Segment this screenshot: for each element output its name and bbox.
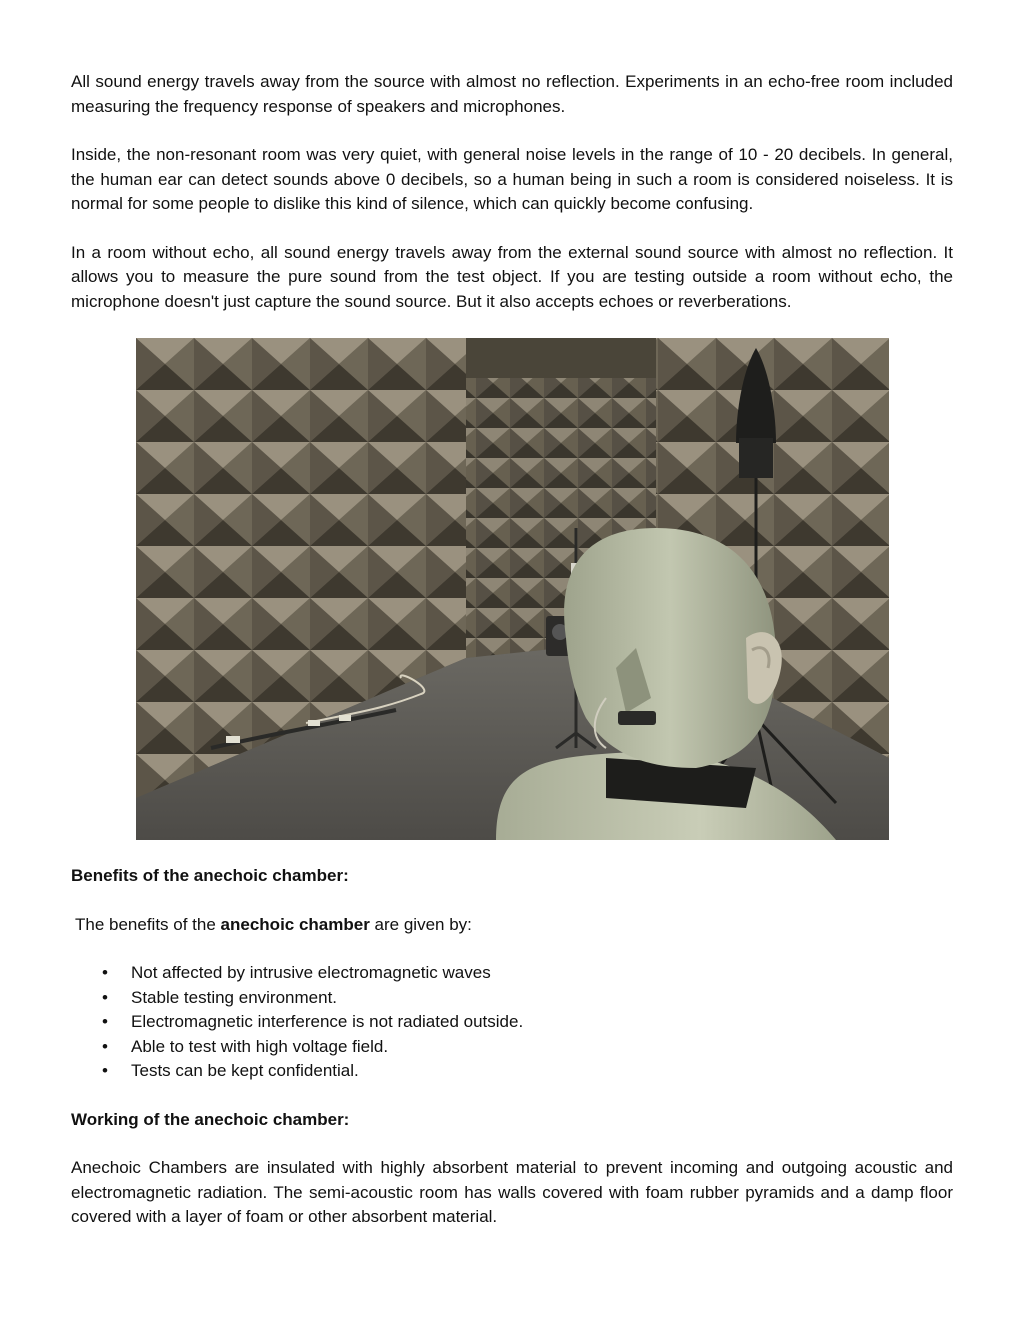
benefits-intro-suffix: are given by: bbox=[369, 914, 472, 934]
paragraph-noise-levels: Inside, the non-resonant room was very quiet, with general noise levels in the range of 10 - 20 decibels. In general, the human ear can detect sounds above 0 decibels, so a human being in such a room is considered noiseless. It is normal for some people to dislike this kind of silence, which can quickly become confusing. bbox=[71, 145, 953, 213]
bullet-icon: • bbox=[102, 987, 108, 1007]
paragraph-intro: All sound energy travels away from the source with almost no reflection. Experiments in an echo-free room included measuring the frequency response of speakers and microphones. bbox=[71, 72, 953, 116]
working-heading: Working of the anechoic chamber: bbox=[71, 1109, 350, 1129]
list-item bbox=[102, 986, 953, 1011]
list-item-text: Not affected by intrusive electromagnetic waves bbox=[131, 963, 491, 982]
bullet-icon: • bbox=[102, 1012, 108, 1031]
document-body bbox=[71, 70, 953, 1230]
bullet-icon: • bbox=[102, 1061, 108, 1080]
list-item-text: Electromagnetic interference is not radiated outside. bbox=[131, 1012, 524, 1031]
working-paragraph: Anechoic Chambers are insulated with highly absorbent material to prevent incoming and outgoing acoustic and electromagnetic radiation. The semi-acoustic room has walls covered with foam rubber pyramids and a damp floor covered with a layer of foam or other absorbent material. bbox=[71, 1158, 953, 1226]
paragraph-room-without-echo: In a room without echo, all sound energy travels away from the external sound source with almost no reflection. It allows you to measure the pure sound from the test object. If you are testing outside a room without echo, the microphone doesn't just capture the sound source. But it also accepts echoes or reverberations. bbox=[71, 242, 953, 311]
benefits-intro bbox=[71, 913, 953, 938]
list-item bbox=[102, 1059, 953, 1084]
benefits-heading: Benefits of the anechoic chamber: bbox=[71, 866, 349, 885]
figure-container bbox=[71, 338, 953, 840]
bullet-icon: • bbox=[102, 1036, 108, 1056]
list-item-text: Stable testing environment. bbox=[131, 987, 338, 1007]
list-item bbox=[102, 1035, 953, 1060]
benefits-intro-prefix: The benefits of the bbox=[75, 914, 221, 934]
list-item-text: Tests can be kept confidential. bbox=[131, 1061, 359, 1080]
benefits-list bbox=[71, 961, 953, 1084]
list-item-text: Able to test with high voltage field. bbox=[131, 1036, 389, 1056]
list-item bbox=[102, 961, 953, 986]
benefits-intro-keyword: anechoic chamber bbox=[220, 914, 370, 934]
list-item bbox=[102, 1010, 953, 1035]
anechoic-chamber-photo bbox=[136, 338, 889, 840]
bullet-icon: • bbox=[102, 963, 108, 982]
